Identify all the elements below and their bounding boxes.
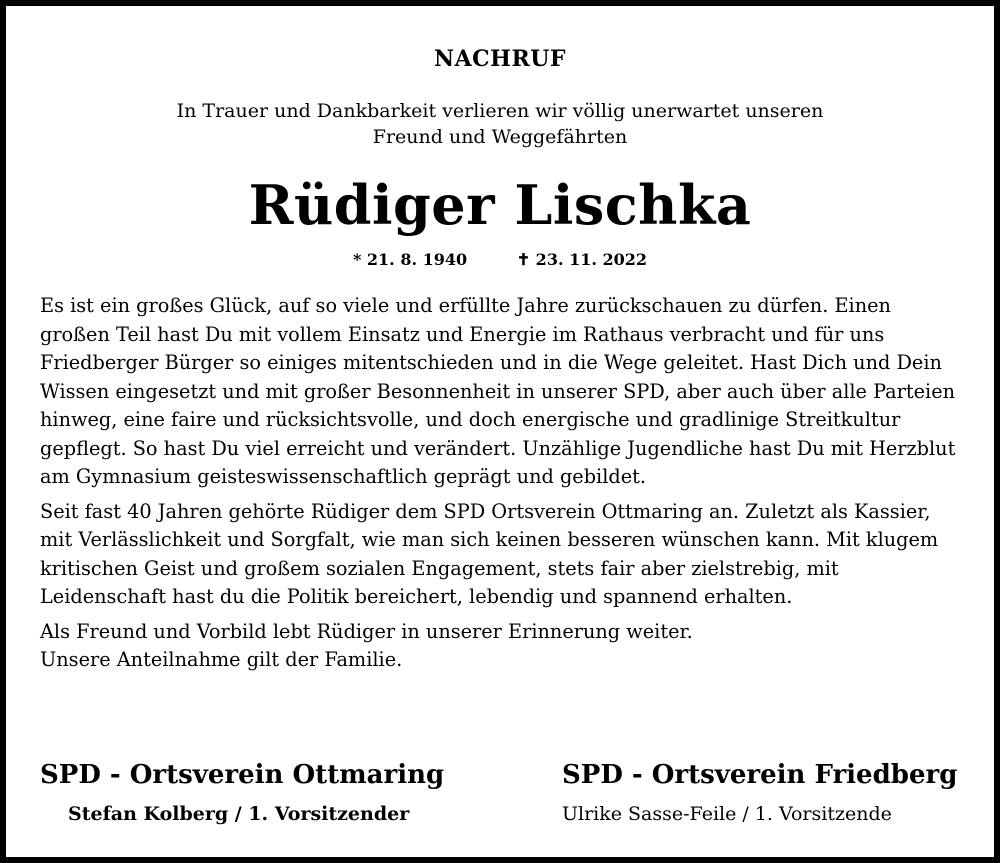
- signature-org-right: SPD - Ortsverein Friedberg: [562, 760, 958, 790]
- intro-line-1: In Trauer und Dankbarkeit verlieren wir völlig unerwartet unseren: [176, 100, 824, 122]
- body-paragraph-2: Seit fast 40 Jahren gehörte Rüdiger dem SPD Ortsverein Ottmaring an. Zuletzt als Kassier, mit Verlässlichkeit und Sorgfalt, wie man sich keinen besseren wünschen kann. Mit klugem kritischen Geist und großem sozialen Engagement, stets fair aber zielstrebig, mit Leidenschaft hast du die Politik bereichert, lebendig und spannend erhalten.: [40, 499, 939, 608]
- birth-date: * 21. 8. 1940: [352, 250, 468, 269]
- intro-line-2: Freund und Weggefährten: [372, 126, 628, 148]
- body-paragraph-1: Es ist ein großes Glück, auf so viele und erfüllte Jahre zurückschauen zu dürfen. Einen großen Teil hast Du mit vollem Einsatz und Energie im Rathaus verbracht und für uns Friedberger Bürger so einiges mitentschieden und in die Wege geleitet. Hast Dich und Dein Wissen eingesetzt und mit großer Besonnenheit in unserer SPD, aber auch über alle Parteien hinweg, eine faire und rücksichtsvolle, und doch energische und gradlinige Streitkultur gepflegt. So hast Du viel erreicht und verändert. Unzählige Jugendliche hast Du mit Herzblut am Gymnasium geisteswissenschaftlich geprägt und gebildet.: [40, 294, 956, 488]
- death-date: ✝ 23. 11. 2022: [516, 250, 648, 269]
- intro-text: [6, 98, 994, 150]
- notice-heading: NACHRUF: [433, 46, 567, 72]
- signature-person-right: Ulrike Sasse-Feile / 1. Vorsitzende: [562, 803, 892, 825]
- life-dates: [6, 250, 994, 269]
- deceased-name: Rüdiger Lischka: [248, 173, 752, 237]
- closing-line-1: Als Freund und Vorbild lebt Rüdiger in unserer Erinnerung weiter.: [40, 619, 693, 643]
- obituary-body: [40, 292, 964, 681]
- signature-org-left: SPD - Ortsverein Ottmaring: [40, 760, 445, 790]
- body-paragraph-3: [40, 618, 964, 675]
- closing-line-2: Unsere Anteilnahme gilt der Familie.: [40, 648, 403, 671]
- signature-person-left: Stefan Kolberg / 1. Vorsitzender: [68, 803, 410, 825]
